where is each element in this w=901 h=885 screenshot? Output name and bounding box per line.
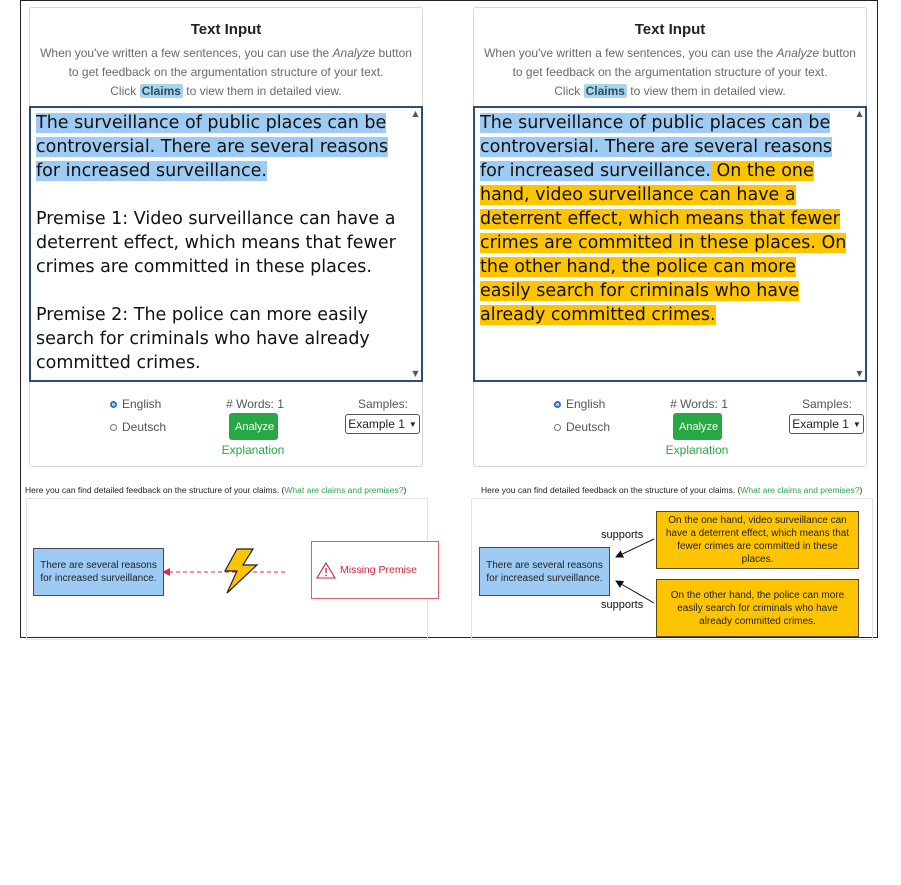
edge-label-supports: supports	[601, 599, 644, 611]
samples-selected-value: Example 1	[348, 417, 405, 431]
feedback-intro	[25, 485, 406, 495]
scroll-down-icon[interactable]: ▼	[856, 369, 863, 378]
samples-select[interactable]	[345, 414, 420, 434]
help-text: button	[819, 46, 856, 60]
claims-premises-link[interactable]: What are claims and premises?	[740, 485, 860, 495]
panel-after	[473, 7, 867, 627]
text-input-card	[473, 7, 867, 467]
argument-graph	[471, 498, 873, 640]
claim-highlight: The surveillance of public places can be controversial. There are several reasons for increased surveillance.	[480, 113, 833, 181]
help-text: button	[375, 46, 412, 60]
text-input-title: Text Input	[190, 21, 262, 38]
help-text: Click	[554, 84, 584, 98]
help-text: When you've written a few sentences, you can use the	[40, 46, 333, 60]
help-text: to view them in detailed view.	[626, 84, 786, 98]
help-analyze-word: Analyze	[332, 46, 376, 60]
premise-2-text: Premise 2: The police can more easily search for criminals who have already committed crimes.	[36, 305, 370, 373]
radio-unchecked-icon[interactable]	[554, 424, 561, 431]
help-text: to view them in detailed view.	[182, 84, 342, 98]
explanation-link[interactable]: Explanation	[221, 443, 285, 457]
scroll-up-icon[interactable]: ▲	[412, 109, 419, 118]
text-input-title: Text Input	[634, 21, 706, 38]
premise-node-1[interactable]: On the one hand, video surveillance can have a deterrent effect, which means that fewer crimes are committed in these places.	[656, 511, 859, 569]
explanation-link[interactable]: Explanation	[665, 443, 729, 457]
text-input-help	[480, 44, 860, 101]
samples-selected-value: Example 1	[792, 417, 849, 431]
claims-premises-link[interactable]: What are claims and premises?	[284, 485, 404, 495]
scroll-down-icon[interactable]: ▼	[412, 369, 419, 378]
help-text: to get feedback on the argumentation structure of your text.	[512, 65, 828, 79]
help-analyze-word: Analyze	[776, 46, 820, 60]
word-count: # Words: 1	[226, 397, 284, 411]
text-input-help	[36, 44, 416, 101]
scroll-up-icon[interactable]: ▲	[856, 109, 863, 118]
text-input-card	[29, 7, 423, 467]
language-label: Deutsch	[566, 420, 611, 434]
textarea-scrollbar[interactable]	[854, 108, 865, 380]
feedback-intro	[481, 485, 862, 495]
language-option-english[interactable]	[554, 397, 605, 411]
language-option-deutsch[interactable]	[110, 420, 166, 434]
chevron-down-icon: ▼	[852, 419, 861, 429]
radio-unchecked-icon[interactable]	[110, 424, 117, 431]
claim-node[interactable]: There are several reasons for increased surveillance.	[33, 548, 164, 596]
help-text: Click	[110, 84, 140, 98]
help-text: When you've written a few sentences, you can use the	[484, 46, 777, 60]
edge-label-supports: supports	[601, 529, 644, 541]
lightning-bolt-icon	[225, 549, 257, 593]
radio-checked-icon[interactable]	[554, 401, 561, 408]
samples-label: Samples:	[357, 397, 409, 411]
premise-1-text: Premise 1: Video surveillance can have a deterrent effect, which means that fewer crimes are committed in these places.	[36, 209, 396, 277]
samples-select[interactable]	[789, 414, 864, 434]
claims-link[interactable]: Claims	[141, 84, 181, 98]
help-text: to get feedback on the argumentation structure of your text.	[68, 65, 384, 79]
feedback-intro-text: Here you can find detailed feedback on the structure of your claims. (	[25, 485, 285, 495]
feedback-intro-text: )	[859, 485, 863, 495]
language-label: English	[566, 397, 606, 411]
claim-highlight: The surveillance of public places can be controversial. There are several reasons for increased surveillance.	[36, 113, 389, 181]
essay-textarea[interactable]	[473, 106, 867, 382]
argument-graph	[26, 498, 428, 640]
warning-triangle-icon	[316, 561, 336, 579]
analyze-button[interactable]: Analyze	[673, 413, 722, 440]
claims-link[interactable]: Claims	[585, 84, 625, 98]
feedback-intro-text: Here you can find detailed feedback on the structure of your claims. (	[481, 485, 741, 495]
chevron-down-icon: ▼	[408, 419, 417, 429]
premise-highlight: On the one hand, video surveillance can have a deterrent effect, which means that fewer crimes are committed in these places. On the other hand, the police can more easily search for criminals who have already committed crimes.	[480, 161, 847, 325]
claim-node[interactable]: There are several reasons for increased surveillance.	[479, 547, 610, 596]
samples-label: Samples:	[801, 397, 853, 411]
input-controls	[30, 393, 422, 463]
figure-frame	[20, 0, 878, 638]
language-option-english[interactable]	[110, 397, 161, 411]
missing-premise-label: Missing Premise	[340, 563, 418, 576]
textarea-scrollbar[interactable]	[410, 108, 421, 380]
panel-before	[25, 7, 423, 584]
essay-textarea[interactable]	[29, 106, 423, 382]
language-label: English	[122, 397, 162, 411]
premise-node-2[interactable]: On the other hand, the police can more easily search for criminals who have already committed crimes.	[656, 579, 859, 637]
radio-checked-icon[interactable]	[110, 401, 117, 408]
language-label: Deutsch	[122, 420, 167, 434]
missing-premise-node[interactable]	[311, 541, 439, 599]
feedback-intro-text: )	[403, 485, 407, 495]
language-option-deutsch[interactable]	[554, 420, 610, 434]
word-count: # Words: 1	[670, 397, 728, 411]
analyze-button[interactable]: Analyze	[229, 413, 278, 440]
input-controls	[474, 393, 866, 463]
